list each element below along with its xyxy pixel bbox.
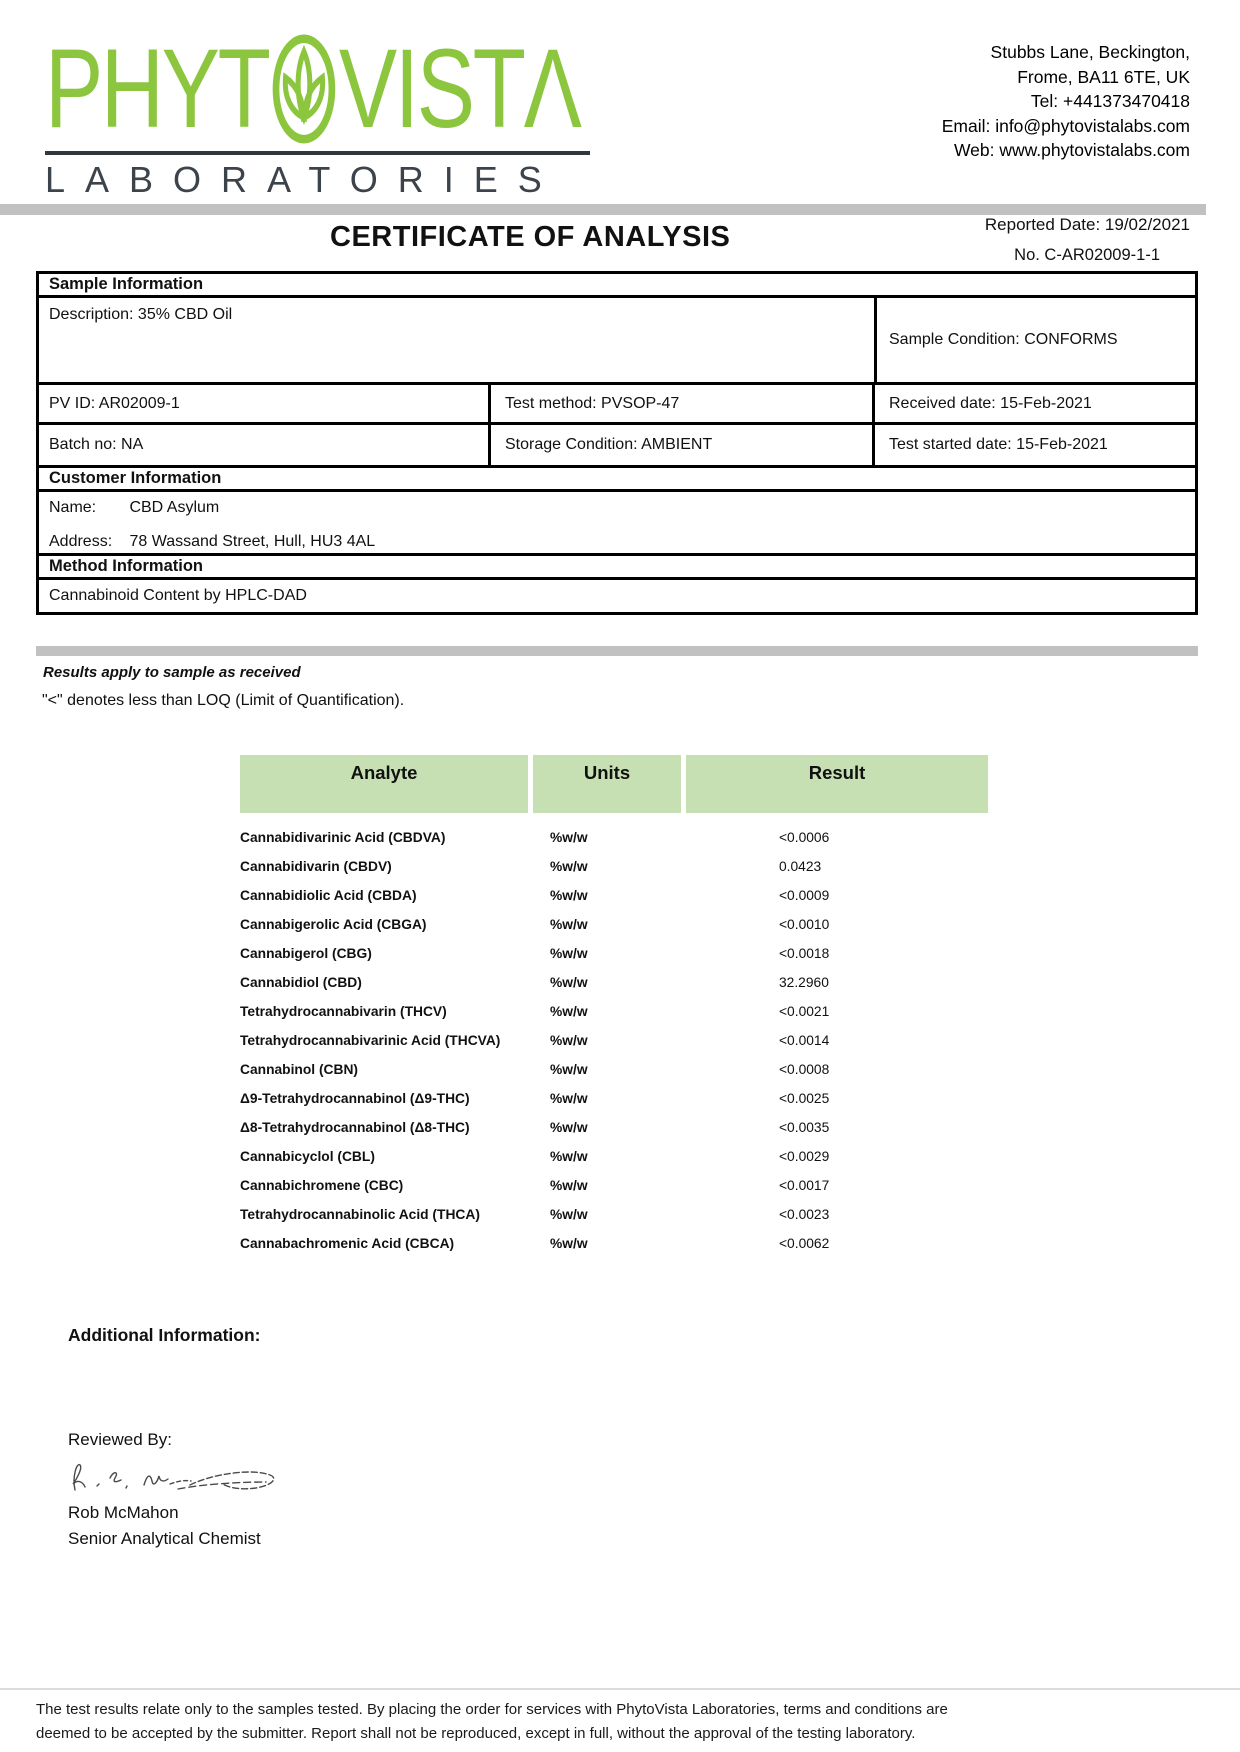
contact-address-line1: Stubbs Lane, Beckington, (990, 42, 1190, 62)
sample-batch-row (36, 422, 1198, 468)
cell-result: <0.0023 (779, 1207, 830, 1222)
cell-result: <0.0010 (779, 917, 830, 932)
cell-units: %w/w (550, 1207, 588, 1222)
test-started-date: Test started date: 15-Feb-2021 (889, 436, 1108, 453)
sample-information-header: Sample Information (36, 271, 1198, 298)
cell-analyte: Cannabachromenic Acid (CBCA) (240, 1236, 455, 1251)
info-tables (36, 271, 1198, 615)
cell-units: %w/w (550, 1236, 588, 1251)
table-row (240, 881, 988, 910)
cell-result: <0.0035 (779, 1120, 830, 1135)
cell-result: <0.0017 (779, 1178, 830, 1193)
logo-wordmark-part1: PHYT (45, 26, 269, 151)
table-row (240, 910, 988, 939)
cell-analyte: Cannabidivarinic Acid (CBDVA) (240, 830, 446, 845)
cell-units: %w/w (550, 975, 588, 990)
table-row (240, 1113, 988, 1142)
footer-line1: The test results relate only to the samples tested. By placing the order for services with PhytoVista Laboratories, terms and conditions are (36, 1701, 948, 1718)
page-title: CERTIFICATE OF ANALYSIS (330, 221, 731, 253)
table-row (240, 852, 988, 881)
results-note-loq: "<" denotes less than LOQ (Limit of Quantification). (42, 692, 405, 709)
table-row (240, 968, 988, 997)
table-row (240, 1229, 988, 1258)
contact-block (942, 40, 1190, 163)
table-row (240, 1026, 988, 1055)
table-row (240, 939, 988, 968)
cell-analyte: Cannabicyclol (CBL) (240, 1149, 375, 1164)
cell-units: %w/w (550, 1120, 588, 1135)
cell-units: %w/w (550, 1178, 588, 1193)
method-information-header: Method Information (36, 553, 1198, 580)
customer-name-label: Name: (49, 499, 97, 516)
cell-result: <0.0014 (779, 1033, 830, 1048)
cell-analyte: Cannabinol (CBN) (240, 1062, 359, 1077)
cell-units: %w/w (550, 859, 588, 874)
cell-result: 0.0423 (779, 859, 822, 874)
cell-analyte: Cannabidiol (CBD) (240, 975, 362, 990)
cell-analyte: Tetrahydrocannabinolic Acid (THCA) (240, 1207, 480, 1222)
pv-id: PV ID: AR02009-1 (39, 385, 491, 422)
storage-condition: Storage Condition: AMBIENT (491, 425, 875, 465)
column-header-units: Units (533, 755, 681, 813)
cell-result: <0.0029 (779, 1149, 830, 1164)
logo-subtitle: LABORATORIES (45, 159, 562, 200)
customer-details (36, 489, 1198, 556)
customer-address-line (49, 533, 1185, 551)
batch-no: Batch no: NA (39, 425, 491, 465)
method-description: Cannabinoid Content by HPLC-DAD (36, 577, 1198, 615)
reviewer-title: Senior Analytical Chemist (68, 1529, 261, 1548)
sample-ids-row (36, 382, 1198, 425)
cell-units: %w/w (550, 1033, 588, 1048)
customer-address-label: Address: (49, 533, 113, 550)
additional-information-label: Additional Information: (68, 1325, 261, 1345)
contact-phone: Tel: +441373470418 (1030, 91, 1190, 111)
results-note-sample-as-received: Results apply to sample as received (43, 664, 301, 681)
cell-result: 32.2960 (779, 975, 829, 990)
cell-analyte: Δ8-Tetrahydrocannabinol (Δ8-THC) (240, 1120, 470, 1135)
cell-units: %w/w (550, 1004, 588, 1019)
cell-units: %w/w (550, 1149, 588, 1164)
results-rows (240, 823, 988, 1258)
cell-units: %w/w (550, 917, 588, 932)
reported-date: Reported Date: 19/02/2021 (984, 215, 1190, 234)
customer-information-header: Customer Information (36, 465, 1198, 492)
cell-units: %w/w (550, 1062, 588, 1077)
cell-analyte: Cannabigerolic Acid (CBGA) (240, 917, 427, 932)
table-row (240, 1171, 988, 1200)
test-method: Test method: PVSOP-47 (491, 385, 875, 422)
cell-analyte: Cannabidivarin (CBDV) (240, 859, 392, 874)
cell-result: <0.0062 (779, 1236, 830, 1251)
footer-disclaimer (36, 1698, 948, 1745)
cell-result: <0.0025 (779, 1091, 830, 1106)
sample-description-row (36, 295, 1198, 385)
customer-address-value: 78 Wassand Street, Hull, HU3 4AL (129, 533, 376, 550)
results-table-header (240, 755, 988, 813)
column-header-analyte: Analyte (240, 755, 528, 813)
column-header-result: Result (686, 755, 988, 813)
certificate-number: No. C-AR02009-1-1 (1014, 246, 1160, 264)
cell-units: %w/w (550, 888, 588, 903)
cell-result: <0.0006 (779, 830, 830, 845)
cell-analyte: Cannabichromene (CBC) (240, 1178, 404, 1193)
received-date: Received date: 15-Feb-2021 (889, 394, 1092, 412)
footer-line2: deemed to be accepted by the submitter. Report shall not be reproduced, except in full, without the approval of the testing laboratory. (36, 1724, 916, 1742)
cell-analyte: Cannabigerol (CBG) (240, 946, 372, 961)
table-row (240, 823, 988, 852)
contact-address-line2: Frome, BA11 6TE, UK (1017, 66, 1190, 87)
customer-name-value: CBD Asylum (129, 499, 220, 516)
footer-divider (0, 1688, 1240, 1690)
logo-wordmark (45, 26, 580, 151)
cell-analyte: Tetrahydrocannabivarinic Acid (THCVA) (240, 1033, 501, 1048)
logo-divider (45, 151, 590, 155)
sample-description: Description: 35% CBD Oil (39, 298, 877, 382)
signature-image (60, 1449, 295, 1503)
results-table (240, 755, 988, 1258)
logo (45, 26, 590, 200)
table-row (240, 1142, 988, 1171)
contact-web: Web: www.phytovistalabs.com (953, 140, 1190, 160)
leaf-in-oval-icon (270, 33, 337, 145)
cell-units: %w/w (550, 946, 588, 961)
cell-result: <0.0008 (779, 1062, 830, 1077)
table-row (240, 997, 988, 1026)
cell-units: %w/w (550, 1091, 588, 1106)
logo-wordmark-part2: VISTΛ (338, 26, 580, 151)
cell-analyte: Δ9-Tetrahydrocannabinol (Δ9-THC) (240, 1091, 470, 1106)
reviewer-name: Rob McMahon (68, 1503, 179, 1522)
header-gray-bar (0, 204, 1206, 215)
cell-result: <0.0021 (779, 1004, 830, 1019)
table-row (240, 1200, 988, 1229)
contact-email: Email: info@phytovistalabs.com (941, 115, 1190, 136)
table-row (240, 1084, 988, 1113)
cell-result: <0.0009 (779, 888, 830, 903)
customer-name-line (49, 499, 1185, 517)
table-row (240, 1055, 988, 1084)
cell-result: <0.0018 (779, 946, 830, 961)
section-gray-bar (36, 646, 1198, 656)
cell-analyte: Tetrahydrocannabivarin (THCV) (240, 1004, 447, 1019)
cell-units: %w/w (550, 830, 588, 845)
cell-analyte: Cannabidiolic Acid (CBDA) (240, 888, 417, 903)
sample-condition: Sample Condition: CONFORMS (889, 331, 1118, 348)
reviewed-by-label: Reviewed By: (68, 1430, 172, 1449)
